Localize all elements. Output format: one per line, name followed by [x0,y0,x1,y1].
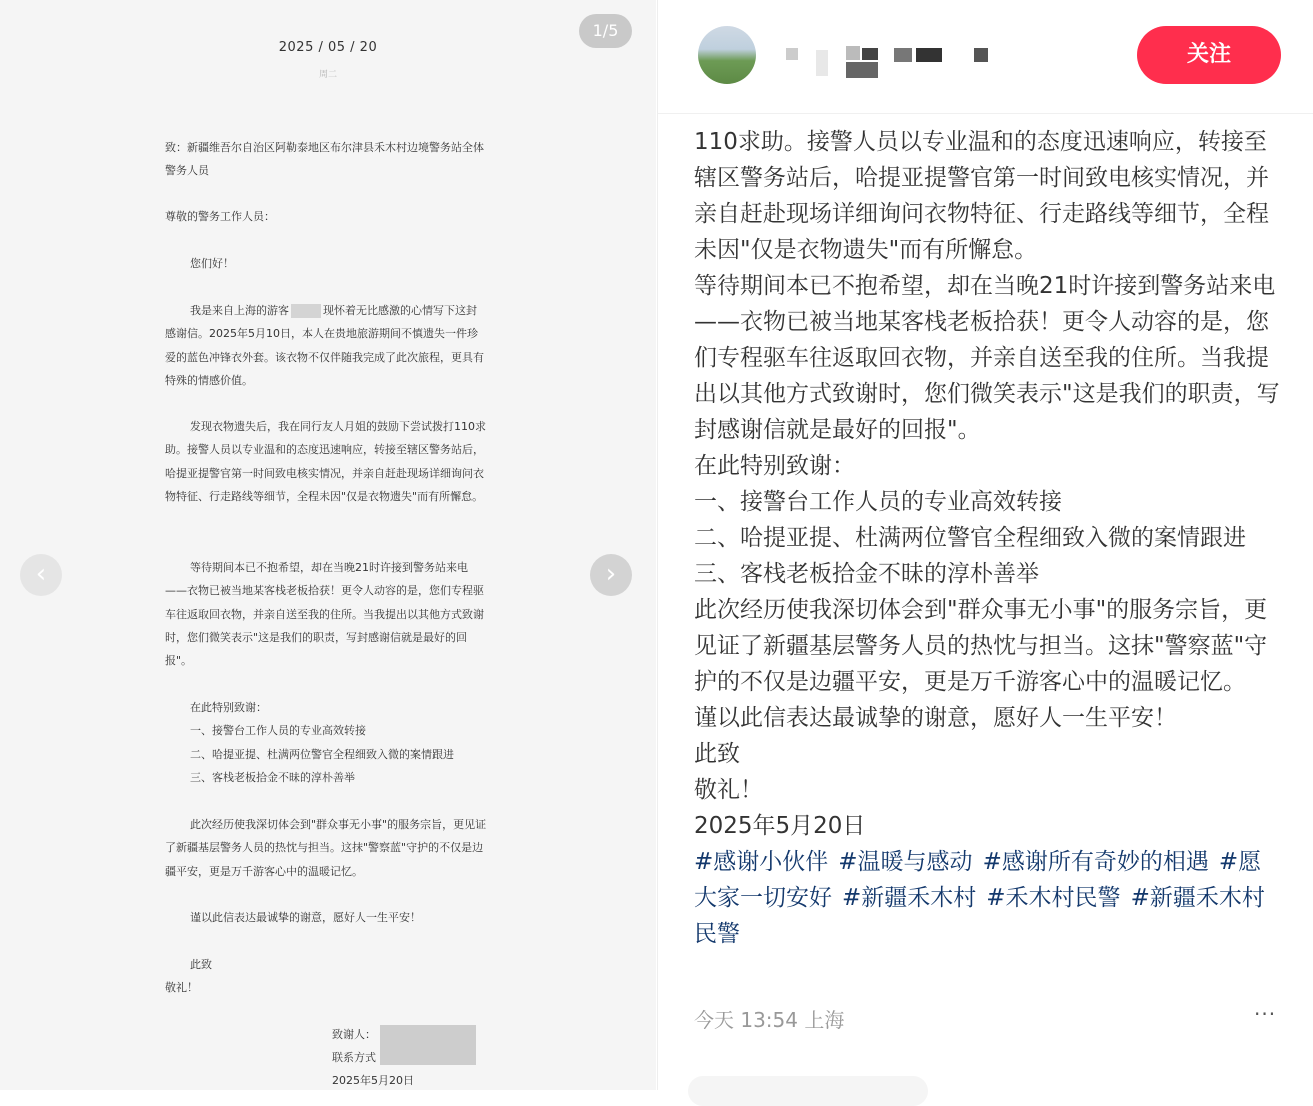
letter-salutation: 尊敬的警务工作人员： [165,210,275,223]
next-image-button[interactable] [590,554,632,596]
prev-image-button[interactable] [20,554,62,596]
post-line: 2025年5月20日 [694,813,866,839]
post-line: 此次经历使我深切体会到"群众事无小事"的服务宗旨，更见证了新疆基层警务人员的热忱与担当。这抹"警察蓝"守护的不仅是边疆平安，更是万千游客心中的温暖记忆。 [694,597,1268,695]
hashtag[interactable]: #新疆禾木村 [842,885,977,911]
chevron-left-icon: ‹ [35,559,47,589]
post-line: 谨以此信表达最诚挚的谢意，愿好人一生平安！ [694,705,1177,731]
author-header [658,0,1313,114]
letter-closing-1: 此致 [190,958,212,971]
chevron-right-icon: › [605,559,617,589]
letter-weekday: 周二 [318,70,337,80]
post-line: 在此特别致谢： [694,453,855,479]
letter-hello: 您们好！ [190,257,234,270]
post-line: 敬礼！ [694,777,763,803]
letter-paragraph-4: 此次经历使我深切体会到"群众事无小事"的服务宗旨，更见证了新疆基层警务人员的热忱与担当。这抹"警察蓝"守护的不仅是边疆平安，更是万千游客心中的温暖记忆。 [165,818,487,878]
letter-sign-date: 2025年5月20日 [332,1074,414,1087]
post-meta: 今天 13:54 上海 [694,1008,845,1032]
hashtag-list [694,844,1284,952]
letter-date: 2025 / 05 / 20 [278,40,378,55]
post-line: 等待期间本已不抱希望，却在当晚21时许接到警务站来电——衣物已被当地某客栈老板拾获！更令人动容的是，您们专程驱车往返取回衣物，并亲自送至我的住所。当我提出以其他方式致谢时，您们微笑表示"这是我们的职责，写封感谢信就是最好的回报"。 [694,273,1280,443]
post-line: 一、接警台工作人员的专业高效转接 [694,489,1062,515]
letter-p1-rest: 现怀着无比感激的心情写下这封感谢信。2025年5月10日，本人在贵地旅游期间不慎遗失一件珍爱的蓝色冲锋衣外套。该衣物不仅伴随我完成了此次旅程，更具有特殊的情感价值。 [165,304,484,387]
letter-thanks-2: 二、哈提亚提、杜满两位警官全程细致入微的案情跟进 [190,748,454,761]
letter-contact-label: 联系方式 [332,1051,376,1064]
letter-closing-2: 敬礼！ [165,981,198,994]
letter-sign-label: 致谢人： [332,1028,376,1041]
letter-paragraph-3: 等待期间本已不抱希望，却在当晚21时许接到警务站来电——衣物已被当地某客栈老板拾获！更令人动容的是，您们专程驱车往返取回衣物，并亲自送至我的住所。当我提出以其他方式致谢时，您们微笑表示"这是我们的职责，写封感谢信就是最好的回报"。 [165,561,484,668]
more-icon[interactable]: ··· [1254,1002,1277,1026]
redacted-name [291,304,321,318]
letter-image [0,0,656,1090]
redacted-signature [380,1025,476,1065]
author-name-redacted[interactable] [786,46,966,78]
post-line: 二、哈提亚提、杜满两位警官全程细致入微的案情跟进 [694,525,1246,551]
hashtag[interactable]: #新疆禾木村民警 [694,885,1265,947]
letter-paragraph-2: 发现衣物遗失后，我在同行友人月姐的鼓励下尝试拨打110求助。接警人员以专业温和的态度迅速响应，转接至辖区警务站后，哈提亚提警官第一时间致电核实情况，并亲自赶赴现场详细询问衣物特征、行走路线等细节，全程未因"仅是衣物遗失"而有所懈怠。 [165,420,486,503]
post-line: 三、客栈老板拾金不昧的淳朴善举 [694,561,1039,587]
letter-paragraph-5: 谨以此信表达最诚挚的谢意，愿好人一生平安！ [190,911,421,924]
letter-paragraph-1 [165,299,487,392]
hashtag[interactable]: #温暖与感动 [838,849,973,875]
hashtag[interactable]: #感谢小伙伴 [694,849,829,875]
letter-thanks-3: 三、客栈老板拾金不昧的淳朴善举 [190,771,355,784]
follow-button[interactable]: 关注 [1137,26,1281,84]
post-line: 此致 [694,741,740,767]
hashtag[interactable]: #感谢所有奇妙的相遇 [982,849,1209,875]
letter-recipient: 致：新疆维吾尔自治区阿勒泰地区布尔津县禾木村边境警务站全体警务人员 [165,141,484,178]
comment-input[interactable] [688,1076,928,1106]
hashtag[interactable]: #愿大家一切安好 [694,849,1262,911]
avatar[interactable] [698,26,756,84]
letter-thanks-1: 一、接警台工作人员的专业高效转接 [190,724,366,737]
letter-thanks-title: 在此特别致谢： [190,701,267,714]
image-counter: 1/5 [579,14,632,48]
post-line: 110求助。接警人员以专业温和的态度迅速响应，转接至辖区警务站后，哈提亚提警官第一时间致电核实情况，并亲自赶赴现场详细询问衣物特征、行走路线等细节，全程未因"仅是衣物遗失"而有所懈怠。 [694,129,1269,263]
image-viewer [0,0,656,1090]
hashtag[interactable]: #禾木村民警 [986,885,1121,911]
post-body [694,124,1284,952]
letter-p1-start: 我是来自上海的游客 [190,304,289,317]
post-panel [657,0,1313,1090]
